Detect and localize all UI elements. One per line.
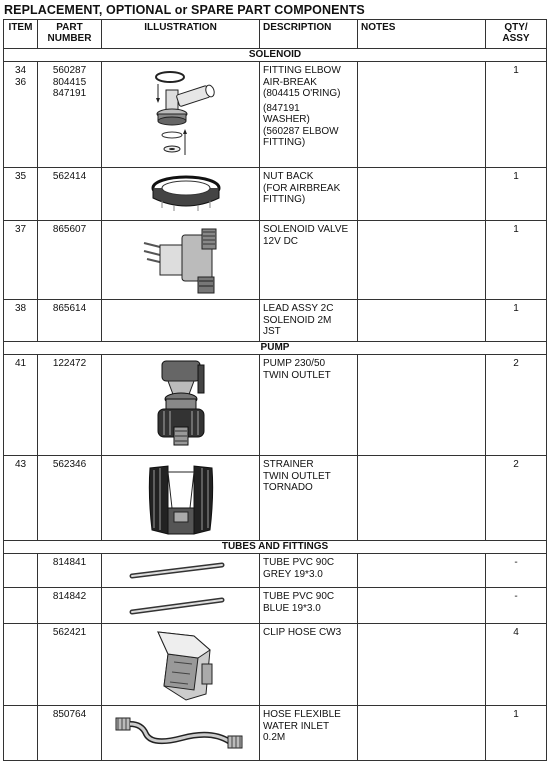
notes-cell [358, 168, 486, 221]
notes-cell [358, 300, 486, 342]
description-cell: CLIP HOSE CW3 [260, 624, 358, 706]
notes-cell [358, 554, 486, 588]
qty-cell: 1 [486, 168, 547, 221]
notes-cell [358, 62, 486, 168]
qty-cell: 2 [486, 355, 547, 456]
illustration-cell [102, 300, 260, 342]
table-row [4, 62, 547, 168]
table-row [4, 588, 547, 624]
illustration-cell [102, 168, 260, 221]
header-qty: QTY/ ASSY [486, 20, 547, 49]
illustration-cell [102, 706, 260, 761]
item-cell [4, 706, 38, 761]
part-number-cell: 850764 [38, 706, 102, 761]
item-cell [4, 588, 38, 624]
elbow-fitting-icon [102, 62, 259, 166]
table-row [4, 554, 547, 588]
nut-back-icon [102, 168, 259, 220]
description-cell: SOLENOID VALVE 12V DC [260, 221, 358, 300]
header-item: ITEM [4, 20, 38, 49]
part-number-cell: 865614 [38, 300, 102, 342]
description-cell: FITTING ELBOW AIR-BREAK (804415 O'RING) (847191 WASHER) (560287 ELBOW FITTING) [260, 62, 358, 168]
illustration-cell [102, 221, 260, 300]
item-cell: 41 [4, 355, 38, 456]
item-cell [4, 624, 38, 706]
description-cell: STRAINER TWIN OUTLET TORNADO [260, 456, 358, 541]
part-number-cell: 562414 [38, 168, 102, 221]
item-cell: 38 [4, 300, 38, 342]
notes-cell [358, 355, 486, 456]
qty-cell: 1 [486, 706, 547, 761]
section-row [4, 541, 547, 554]
description-cell: TUBE PVC 90C GREY 19*3.0 [260, 554, 358, 588]
flexible-hose-icon [102, 706, 259, 760]
qty-cell: 2 [486, 456, 547, 541]
item-cell: 37 [4, 221, 38, 300]
section-tubes: TUBES AND FITTINGS [4, 541, 547, 554]
qty-cell: - [486, 588, 547, 624]
description-cell: TUBE PVC 90C BLUE 19*3.0 [260, 588, 358, 624]
part-number-cell: 122472 [38, 355, 102, 456]
table-row [4, 456, 547, 541]
part-number-cell: 560287 804415 847191 [38, 62, 102, 168]
section-solenoid: SOLENOID [4, 49, 547, 62]
part-number-cell: 562346 [38, 456, 102, 541]
notes-cell [358, 221, 486, 300]
section-row [4, 49, 547, 62]
notes-cell [358, 706, 486, 761]
part-number-cell: 865607 [38, 221, 102, 300]
header-illustration: ILLUSTRATION [102, 20, 260, 49]
notes-cell [358, 456, 486, 541]
hose-clip-icon [102, 624, 259, 705]
qty-cell: - [486, 554, 547, 588]
description-cell: LEAD ASSY 2C SOLENOID 2M JST [260, 300, 358, 342]
solenoid-valve-icon [102, 221, 259, 299]
table-row [4, 355, 547, 456]
table-row [4, 706, 547, 761]
table-row [4, 168, 547, 221]
notes-cell [358, 588, 486, 624]
illustration-cell [102, 588, 260, 624]
header-part-number: PART NUMBER [38, 20, 102, 49]
item-cell [4, 554, 38, 588]
table-header-row [4, 20, 547, 49]
item-cell: 43 [4, 456, 38, 541]
notes-cell [358, 624, 486, 706]
description-cell: NUT BACK (FOR AIRBREAK FITTING) [260, 168, 358, 221]
part-number-cell: 562421 [38, 624, 102, 706]
table-row [4, 300, 547, 342]
table-row [4, 221, 547, 300]
illustration-cell [102, 554, 260, 588]
table-row [4, 624, 547, 706]
illustration-cell [102, 624, 260, 706]
strainer-icon [102, 456, 259, 540]
part-number-cell: 814841 [38, 554, 102, 588]
illustration-cell [102, 456, 260, 541]
header-notes: NOTES [358, 20, 486, 49]
qty-cell: 1 [486, 221, 547, 300]
qty-cell: 1 [486, 300, 547, 342]
parts-table [3, 19, 547, 761]
page-title: REPLACEMENT, OPTIONAL or SPARE PART COMPONENTS [4, 3, 365, 17]
qty-cell: 1 [486, 62, 547, 168]
item-cell: 35 [4, 168, 38, 221]
item-cell: 34 36 [4, 62, 38, 168]
description-cell: HOSE FLEXIBLE WATER INLET 0.2M [260, 706, 358, 761]
tube-icon [102, 554, 259, 587]
illustration-cell [102, 62, 260, 168]
illustration-cell [102, 355, 260, 456]
qty-cell: 4 [486, 624, 547, 706]
part-number-cell: 814842 [38, 588, 102, 624]
section-pump: PUMP [4, 342, 547, 355]
description-cell: PUMP 230/50 TWIN OUTLET [260, 355, 358, 456]
pump-icon [102, 355, 259, 455]
tube-icon [102, 588, 259, 623]
header-description: DESCRIPTION [260, 20, 358, 49]
section-row [4, 342, 547, 355]
